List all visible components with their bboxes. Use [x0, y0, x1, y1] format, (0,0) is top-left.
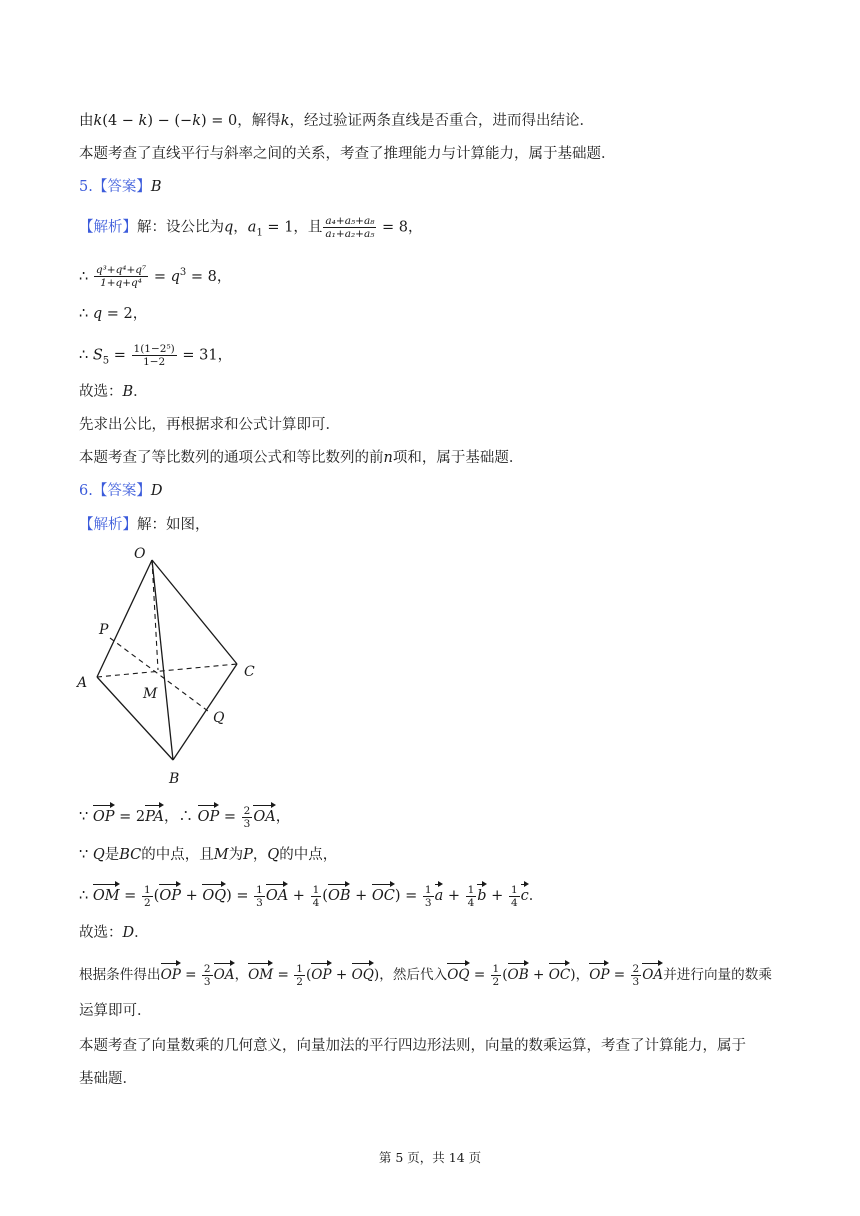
text: ． — [528, 888, 544, 904]
edge-OA — [97, 560, 152, 677]
numerator: 2 — [632, 963, 640, 975]
text-line — [79, 844, 337, 866]
denominator: 4 — [312, 896, 320, 909]
text: + — [486, 888, 508, 904]
text-line: 本题考查了直线平行与斜率之间的关系，考查了推理能力与计算能力，属于基础题． — [79, 146, 616, 162]
vector: OP — [93, 803, 115, 828]
text: ∴ — [79, 347, 93, 364]
text: + — [528, 967, 549, 983]
question-number: 6. — [79, 483, 93, 499]
vector: OB — [508, 961, 529, 986]
text: 解：设公比为 — [137, 219, 224, 236]
text: ∴ — [79, 888, 93, 904]
var: S — [92, 347, 103, 364]
denominator: 2 — [143, 896, 151, 909]
text: ， — [233, 219, 248, 236]
text-line — [79, 803, 290, 830]
text: ) = — [226, 888, 254, 904]
edge-OB — [152, 560, 173, 760]
text: 为 — [228, 847, 244, 863]
numerator: 1 — [510, 883, 518, 896]
numerator: 1 — [312, 883, 320, 896]
vector: OB — [328, 882, 351, 907]
var: q — [92, 306, 103, 322]
denominator: 2 — [296, 976, 303, 988]
text-line — [79, 381, 148, 403]
text: 第 — [378, 1150, 396, 1165]
numerator: 1 — [424, 883, 432, 896]
vector: a — [435, 882, 444, 907]
vector: OC — [549, 961, 571, 986]
text: = — [180, 967, 201, 983]
numerator: 2 — [243, 804, 251, 817]
tetrahedron-figure — [70, 540, 270, 790]
label-Q: Q — [213, 710, 225, 726]
text: + — [331, 967, 352, 983]
vector: OQ — [352, 961, 374, 986]
text: 解：如图， — [137, 517, 210, 533]
denominator: 1+q+q⁴ — [100, 277, 142, 290]
numerator: 1 — [143, 883, 151, 896]
text: ， — [275, 809, 291, 825]
answer-value: D — [122, 925, 135, 941]
label-B: B — [169, 771, 180, 787]
analysis-tag: 【解析】 — [79, 517, 137, 533]
vector: OQ — [202, 882, 226, 907]
fraction — [142, 884, 153, 909]
text-line — [79, 303, 147, 325]
page-number: 5 — [395, 1150, 404, 1165]
text: = — [273, 967, 294, 983]
numerator: 1 — [296, 963, 303, 975]
text: 项和，属于基础题． — [392, 450, 524, 466]
text-line: 本题考查了向量数乘的几何意义，向量加法的平行四边形法则，向量的数乘运算，考查了计算能力，属于 — [79, 1038, 746, 1054]
text: 的中点， — [279, 847, 338, 863]
var: Q — [267, 847, 280, 863]
numerator: q³+q⁴+q⁷ — [95, 264, 147, 277]
edge-AC-hidden — [97, 664, 237, 677]
answer-value: B — [150, 179, 162, 195]
text: ( — [305, 967, 312, 983]
text: ∴ — [79, 306, 93, 322]
label-M: M — [143, 686, 158, 702]
label-O: O — [134, 546, 146, 562]
text: = — [219, 809, 241, 825]
text: = — [149, 268, 171, 285]
text: = — [119, 888, 141, 904]
denominator: 3 — [632, 976, 640, 988]
vector: OP — [311, 961, 331, 986]
denominator: 3 — [256, 896, 263, 909]
text: + — [288, 888, 310, 904]
fraction — [466, 884, 477, 909]
vector: OC — [372, 882, 395, 907]
fraction — [323, 215, 376, 240]
denominator: a₁+a₂+a₅ — [325, 228, 375, 240]
subscript: 5 — [102, 355, 110, 367]
text: ． — [134, 925, 149, 941]
answer-tag: 【答案】 — [92, 179, 151, 195]
text: ) = — [394, 888, 422, 904]
text: 故选： — [79, 384, 123, 400]
text: 本题考查了等比数列的通项公式和等比数列的前 — [79, 450, 384, 466]
text: ， — [252, 847, 268, 863]
total-pages: 14 — [448, 1150, 465, 1165]
q5-answer-heading — [79, 176, 162, 198]
vector: b — [477, 882, 486, 907]
text: 是 — [104, 847, 120, 863]
text-line: 基础题． — [79, 1071, 137, 1087]
answer-value: B — [122, 384, 134, 400]
text-line — [79, 447, 523, 469]
text: ∵ — [79, 809, 93, 825]
vector: OA — [214, 961, 235, 986]
text: = 8， — [377, 219, 423, 236]
fraction — [631, 963, 642, 988]
var: q — [170, 268, 180, 285]
vector: OP — [161, 961, 181, 986]
text: + — [350, 888, 372, 904]
fraction — [491, 963, 502, 988]
text: = — [609, 967, 630, 983]
segment-OM-hidden — [152, 560, 158, 670]
label-P: P — [99, 622, 109, 638]
numerator: 2 — [203, 963, 211, 975]
text: = 31， — [177, 347, 233, 364]
fraction — [311, 884, 322, 909]
var: q — [224, 219, 234, 236]
vector: OM — [93, 882, 120, 907]
text: 页 — [464, 1150, 482, 1165]
q6-answer-heading — [79, 480, 162, 502]
text-line — [79, 262, 231, 289]
var: k — [93, 113, 103, 129]
var: n — [383, 450, 393, 466]
denominator: 1−2 — [143, 356, 166, 368]
text: ( — [502, 967, 508, 983]
var: M — [213, 847, 229, 863]
superscript: 3 — [179, 267, 187, 278]
text: ) = 0，解得 — [200, 113, 281, 129]
text: ( — [153, 888, 160, 904]
question-number: 5. — [79, 179, 93, 195]
vector: OP — [198, 803, 220, 828]
vector: PA — [145, 803, 164, 828]
text: + — [443, 888, 465, 904]
analysis-tag: 【解析】 — [79, 219, 137, 236]
text: 并进行向量的数乘 — [663, 967, 772, 983]
text: ) − (− — [147, 113, 193, 129]
label-C: C — [244, 664, 255, 680]
fraction — [202, 963, 213, 988]
text-line — [79, 514, 210, 536]
text-line — [79, 922, 149, 944]
text: )，然后代入 — [373, 967, 448, 983]
text-line — [79, 961, 772, 988]
var: k — [280, 113, 290, 129]
subscript: 1 — [256, 227, 263, 239]
text-line — [79, 882, 543, 909]
vector: OA — [642, 961, 663, 986]
text: 页，共 — [403, 1150, 449, 1165]
text: ∴ — [79, 268, 93, 285]
fraction — [423, 884, 434, 909]
label-A: A — [77, 675, 88, 691]
vector: OM — [248, 961, 273, 986]
fraction — [254, 884, 265, 909]
var: a — [247, 219, 257, 236]
vector: OP — [159, 882, 181, 907]
text: ，∴ — [164, 809, 198, 825]
numerator: 1 — [467, 883, 475, 896]
text-line — [79, 110, 594, 132]
fraction — [94, 264, 148, 289]
text: ∵ — [79, 847, 93, 863]
text-line — [79, 215, 423, 244]
text-line: 运算即可． — [79, 1003, 152, 1019]
var: k — [138, 113, 148, 129]
edge-AB — [97, 677, 173, 760]
text: ． — [133, 384, 148, 400]
text: = 2， — [102, 306, 148, 322]
numerator: 1 — [256, 883, 263, 896]
text: = 8， — [186, 268, 232, 285]
page-footer — [0, 1148, 860, 1166]
denominator: 2 — [492, 976, 500, 988]
numerator: a₄+a₅+a₈ — [325, 215, 375, 227]
edge-BC — [173, 664, 237, 760]
numerator: 1(1−2⁵) — [133, 343, 175, 355]
edge-OC — [152, 560, 237, 664]
text: ，经过验证两条直线是否重合，进而得出结论． — [289, 113, 595, 129]
denominator: 3 — [203, 976, 211, 988]
answer-value: D — [150, 483, 163, 499]
text: 故选： — [79, 925, 123, 941]
text: ( — [322, 888, 328, 904]
denominator: 4 — [510, 896, 518, 909]
text: = 1，且 — [262, 219, 323, 236]
vector: OP — [589, 961, 609, 986]
text: = — [109, 347, 131, 364]
text: = — [469, 967, 490, 983]
text-line — [79, 343, 232, 372]
text-line: 先求出公比，再根据求和公式计算即可． — [79, 417, 340, 433]
vector: OQ — [447, 961, 469, 986]
text: = 2 — [114, 809, 146, 825]
text: 由 — [79, 113, 94, 129]
var: k — [192, 113, 201, 129]
var: BC — [119, 847, 142, 863]
fraction — [242, 805, 253, 830]
answer-tag: 【答案】 — [92, 483, 151, 499]
denominator: 4 — [467, 896, 475, 909]
fraction — [509, 884, 520, 909]
vector: c — [521, 882, 529, 907]
fraction — [132, 343, 177, 368]
text: 根据条件得出 — [79, 967, 161, 983]
text: (4 − — [102, 113, 139, 129]
vector: OA — [253, 803, 275, 828]
text: 的中点，且 — [141, 847, 214, 863]
denominator: 3 — [243, 817, 251, 830]
denominator: 3 — [424, 896, 432, 909]
var: Q — [92, 847, 105, 863]
fraction — [294, 963, 305, 988]
numerator: 1 — [492, 963, 500, 975]
vector: OA — [266, 882, 288, 907]
text: )， — [570, 967, 590, 983]
text: + — [180, 888, 203, 904]
var: P — [243, 847, 253, 863]
text: ， — [234, 967, 249, 983]
